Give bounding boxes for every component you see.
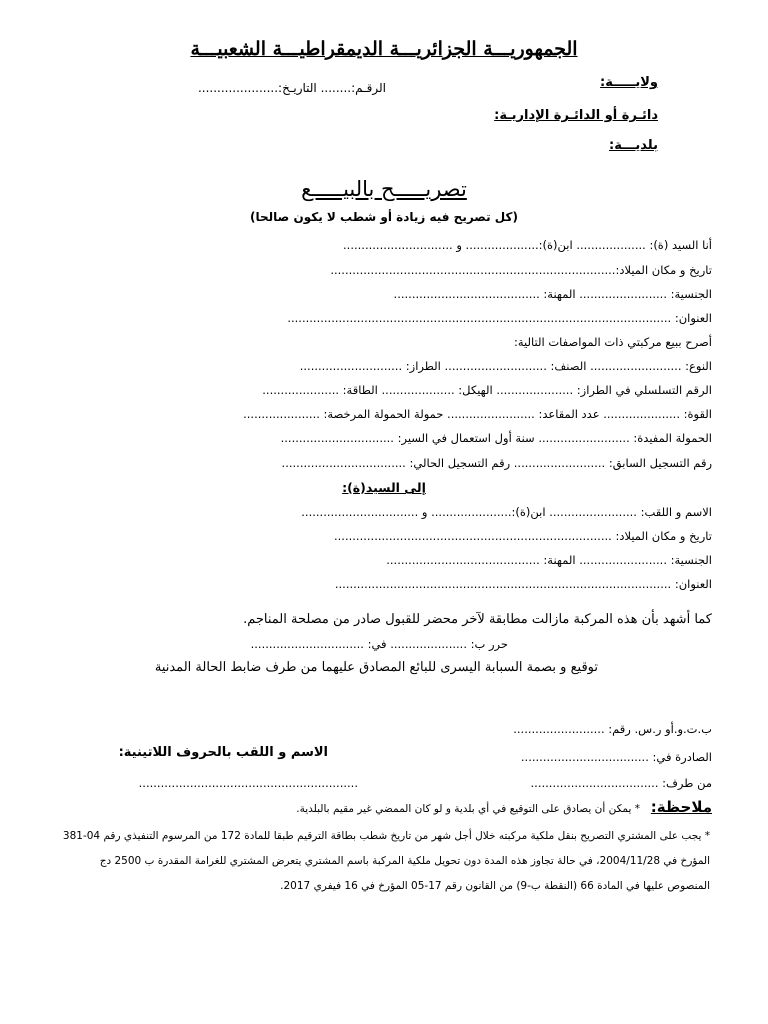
signature-instruction: توقيع و بصمة السبابة اليسرى للبائع المصادق عليهما من طرف ضابط الحالة المدنية: [154, 660, 598, 675]
buyer-address-line: العنوان: ............................................................................................: [334, 577, 712, 591]
seller-name-line: أنا السيد (ة): ................... ابن(ة):.................... و ..............................: [343, 238, 712, 252]
id-issued-by-line: من طرف: ...................................: [530, 776, 712, 790]
daira-label: دائـرة أو الدائـرة الإداريـة:: [494, 108, 658, 123]
declaration-title: تصريـــــح بالبيـــــع: [301, 177, 467, 201]
number-date-field: الرقـم:........ التاريـخ:.....................: [197, 81, 386, 95]
vehicle-registration-line: رقم التسجيل السابق: ......................... رقم التسجيل الحالي: ..................................: [281, 456, 712, 470]
vehicle-load-line: الحمولة المفيدة: ......................... سنة أول استعمال في السير: ...............................: [280, 431, 712, 445]
attestation-statement: كما أشهد بأن هذه المركبة مازالت مطابقة لآخر محضر للقبول صادر من مصلحة المناجم.: [243, 612, 712, 627]
seller-nationality-line: الجنسية: ........................ المهنة: ........................................: [393, 287, 712, 301]
seller-birth-line: تاريخ و مكان الميلاد:..............................................................................: [330, 263, 712, 277]
id-issued-at-line: الصادرة في: ...................................: [520, 750, 712, 764]
made-at-line: حرر ب: ..................... في: ...............................: [250, 637, 508, 651]
baladiya-label: بلديـــة:: [609, 138, 658, 153]
declaration-subtitle: (كل تصريح فيه زيادة أو شطب لا يكون صالحا): [250, 210, 518, 224]
vehicle-serial-line: الرقم التسلسلي في الطراز: ..................... الهيكل: .................... الطاقة: .....................: [262, 383, 712, 397]
id-number-line: ب.ت.و.أو ر.س. رقم: .........................: [513, 722, 712, 736]
buyer-title: إلى السيد(ة):: [342, 480, 426, 495]
notes-heading: ملاحظة:: [650, 798, 712, 816]
latin-name-field: ............................................................: [138, 776, 358, 790]
seller-address-line: العنوان: .........................................................................................................: [287, 311, 712, 325]
note-two: * يجب على المشتري التصريح بنقل ملكية مركبته خلال أجل شهر من تاريخ شطب بطاقة الترقيم طبقا للمادة 172 من المرسوم التنفيذي رقم 04-381 المؤرخ في 2004/11/28، في حالة تجاوز هذه المدة دون تحويل ملكية المركبة باسم المشتري يتعرض المشتري للغرامة المقدرة ب 2500 دج المنصوص عليها في المادة 66 (النقطة ب-9) من القانون رقم 17-05 المؤرخ في 16 فيفري 2017.: [62, 830, 710, 892]
buyer-birth-line: تاريخ و مكان الميلاد: ............................................................................: [333, 529, 712, 543]
latin-name-label: الاسم و اللقب بالحروف اللاتينية:: [118, 745, 328, 760]
vehicle-power-line: القوة: ..................... عدد المقاعد: ........................ حمولة الحمولة المرخصة: .....................: [243, 407, 712, 421]
wilaya-label: ولايـــــة:: [600, 75, 658, 90]
note-one: * يمكن أن يصادق على التوقيع في أي بلدية و لو كان الممضي غير مقيم بالبلدية.: [296, 803, 640, 815]
republic-title: الجمهوريـــة الجزائريـــة الديمقراطيـــة الشعبيـــة: [190, 38, 578, 60]
buyer-nationality-line: الجنسية: ........................ المهنة: ..........................................: [386, 553, 712, 567]
buyer-name-line: الاسم و اللقب: ........................ ابن(ة):...................... و ................................: [301, 505, 712, 519]
sale-intro: أصرح ببيع مركبتي ذات المواصفات التالية:: [514, 335, 712, 349]
vehicle-type-line: النوع: ......................... الصنف: ............................ الطراز: ............................: [299, 359, 712, 373]
